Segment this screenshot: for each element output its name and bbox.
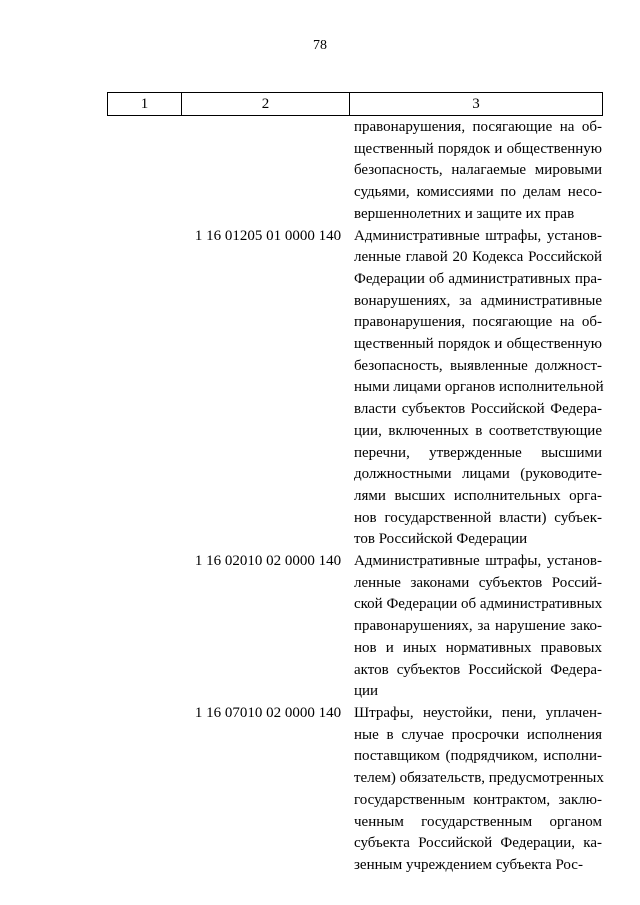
description-line: государственным контрактом, заклю- xyxy=(354,791,602,808)
description-line: телем) обязательств, предусмотренных xyxy=(354,770,604,787)
description-line: безопасность, выявленные должност- xyxy=(354,357,602,374)
description-line: власти субъектов Российской Федера- xyxy=(354,401,602,418)
description-line: вершеннолетних и защите их прав xyxy=(354,205,575,222)
description-cell xyxy=(349,703,602,877)
description-cell xyxy=(349,117,602,226)
description-line: щественный порядок и общественную xyxy=(354,336,602,353)
description-line: правонарушения, посягающие на об- xyxy=(354,314,602,331)
description-line: Административные штрафы, установ- xyxy=(354,227,602,244)
description-line: правонарушениях, за нарушение зако- xyxy=(354,618,602,635)
description-line: субъекта Российской Федерации, ка- xyxy=(354,835,602,852)
table-header xyxy=(107,92,603,116)
description-line: Штрафы, неустойки, пени, уплачен- xyxy=(354,704,602,721)
description-line: ской Федерации об административных xyxy=(354,596,603,613)
column-header-1: 1 xyxy=(108,93,182,116)
description-line: Административные штрафы, установ- xyxy=(354,553,602,570)
page-number: 78 xyxy=(313,38,327,53)
description-line: зенным учреждением субъекта Рос- xyxy=(354,856,583,873)
description-line: актов субъектов Российской Федера- xyxy=(354,661,602,678)
description-line: тов Российской Федерации xyxy=(354,531,528,548)
budget-code-cell: 1 16 02010 02 0000 140 xyxy=(194,553,342,570)
description-line: ленные законами субъектов Россий- xyxy=(354,574,602,591)
description-line: перечни, утвержденные высшими xyxy=(354,444,602,461)
description-line: нов государственной власти) субъек- xyxy=(354,509,602,526)
description-line: нов и иных нормативных правовых xyxy=(354,639,602,656)
table-row xyxy=(107,551,602,703)
table-row xyxy=(107,703,602,877)
description-line: судьями, комиссиями по делам несо- xyxy=(354,184,602,201)
description-line: ции, включенных в соответствующие xyxy=(354,422,602,439)
description-line: ные в случае просрочки исполнения xyxy=(354,726,602,743)
description-line: ции xyxy=(354,683,379,700)
description-line: должностными лицами (руководите- xyxy=(354,466,602,483)
description-line: ными лицами органов исполнительной xyxy=(354,379,604,396)
description-line: правонарушения, посягающие на об- xyxy=(354,119,602,135)
description-line: безопасность, налагаемые мировыми xyxy=(354,162,602,179)
table-row xyxy=(107,226,602,552)
description-line: Федерации об административных пра- xyxy=(354,270,602,287)
column-header-2: 2 xyxy=(182,93,350,116)
column-header-3: 3 xyxy=(350,93,603,116)
table-body xyxy=(107,117,602,877)
budget-code-cell: 1 16 01205 01 0000 140 xyxy=(194,227,342,244)
description-line: лями высших исполнительных орга- xyxy=(354,487,602,504)
description-line: поставщиком (подрядчиком, исполни- xyxy=(354,748,602,765)
description-cell xyxy=(349,551,602,703)
description-cell xyxy=(349,226,602,552)
description-line: ченным государственным органом xyxy=(354,813,602,830)
description-line: щественный порядок и общественную xyxy=(354,140,602,157)
description-line: вонарушениях, за административные xyxy=(354,292,602,309)
description-line: ленные главой 20 Кодекса Российской xyxy=(354,249,602,266)
budget-code-cell: 1 16 07010 02 0000 140 xyxy=(194,704,342,721)
table-row xyxy=(107,117,602,226)
